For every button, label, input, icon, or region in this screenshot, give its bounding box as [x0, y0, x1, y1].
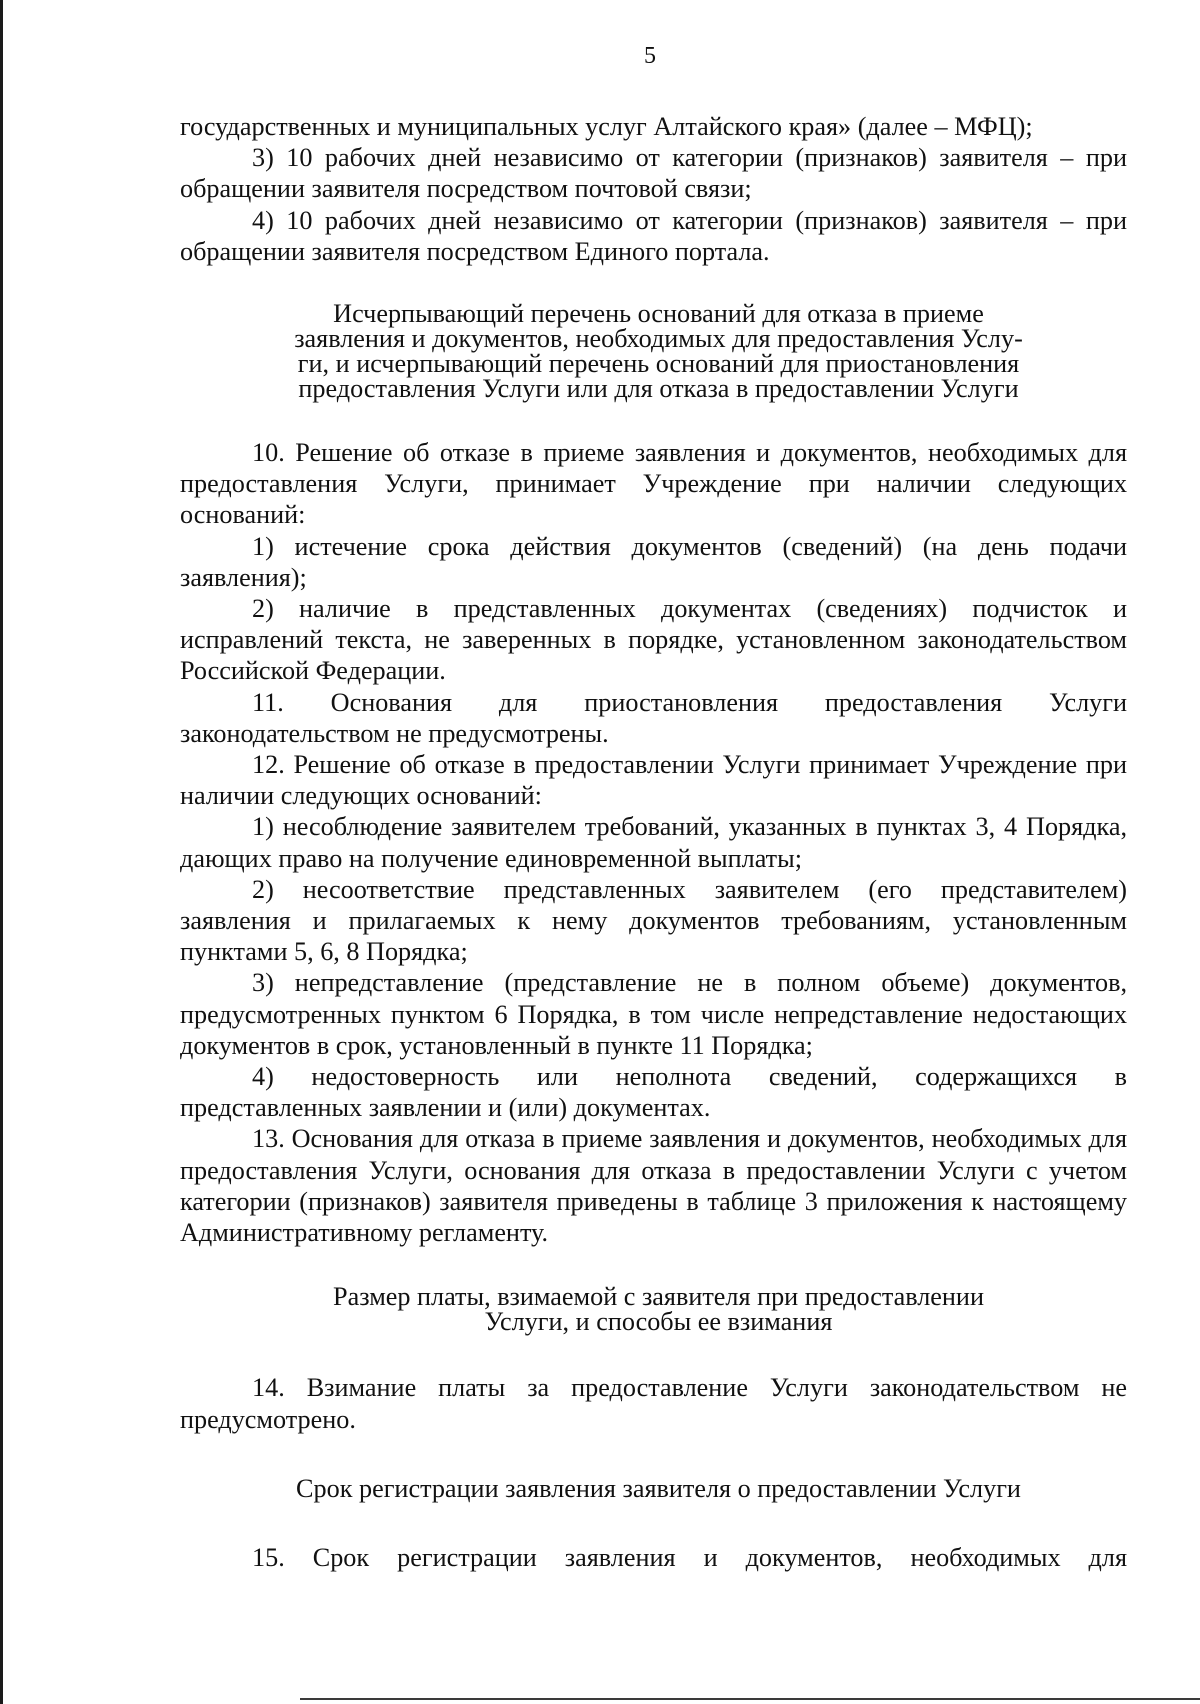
paragraph-12: 12. Решение об отказе в предоставлении Услуги принимает Учреждение при наличии следующих оснований:	[180, 750, 1127, 811]
paragraph-item-4-portal: 4) 10 рабочих дней независимо от категории (признаков) заявителя – при обращении заявителя посредством Единого портала.	[180, 205, 1127, 266]
heading-line: Услуги, и способы ее взимания	[484, 1307, 833, 1337]
paragraph-14: 14. Взимание платы за предоставление Услуги законодательством не предусмотрено.	[180, 1373, 1127, 1434]
page-number: 5	[644, 43, 656, 69]
section-heading-fee	[180, 1282, 1127, 1337]
paragraph-12-item-1: 1) несоблюдение заявителем требований, указанных в пунктах 3, 4 Порядка, дающих право на получение единовременной выплаты;	[180, 812, 1127, 873]
paragraph-10: 10. Решение об отказе в приеме заявления и документов, необходимых для предоставления Услуги, принимает Учреждение при наличии следующих оснований:	[180, 438, 1127, 530]
heading-line: Размер платы, взимаемой с заявителя при предоставлении	[333, 1282, 984, 1312]
paragraph-12-item-4: 4) недостоверность или неполнота сведений, содержащихся в представленных заявлении и (или) документах.	[180, 1062, 1127, 1123]
paragraph-10-item-1: 1) истечение срока действия документов (сведений) (на день подачи заявления);	[180, 531, 1127, 592]
heading-line: Исчерпывающий перечень оснований для отказа в приеме	[333, 299, 984, 329]
paragraph-item-3-postal: 3) 10 рабочих дней независимо от категории (признаков) заявителя – при обращении заявителя посредством почтовой связи;	[180, 143, 1127, 204]
paragraph-15: 15. Срок регистрации заявления и документов, необходимых для	[252, 1542, 1127, 1572]
heading-line: Срок регистрации заявления заявителя о предоставлении Услуги	[296, 1473, 1021, 1503]
scan-edge-left	[0, 0, 3, 1704]
paragraph-12-item-3: 3) непредставление (представление не в полном объеме) документов, предусмотренных пунктом 6 Порядка, в том числе непредставление недостающих документов в срок, установленный в пункте 11 Порядка;	[180, 968, 1127, 1060]
paragraph-mfc-continuation: государственных и муниципальных услуг Алтайского края» (далее – МФЦ);	[180, 112, 1033, 141]
heading-line: предоставления Услуги или для отказа в предоставлении Услуги	[298, 374, 1019, 404]
scan-edge-bottom	[300, 1698, 1200, 1700]
paragraph-10-item-2: 2) наличие в представленных документах (сведениях) подчисток и исправлений текста, не заверенных в порядке, установленном законодательством Российской Федерации.	[180, 594, 1127, 686]
document-body	[180, 111, 1127, 1573]
paragraph-11: 11. Основания для приостановления предоставления Услуги законодательством не предусмотрены.	[180, 687, 1127, 748]
heading-line: ги, и исчерпывающий перечень оснований для приостановления	[297, 349, 1020, 379]
paragraph-12-item-2: 2) несоответствие представленных заявителем (его представителем) заявления и прилагаемых к нему документов требованиям, установленным пунктами 5, 6, 8 Порядка;	[180, 874, 1127, 967]
section-heading-registration-term	[180, 1473, 1127, 1504]
section-heading-refusal-grounds	[180, 299, 1127, 404]
paragraph-13: 13. Основания для отказа в приеме заявления и документов, необходимых для предоставления Услуги, основания для отказа в предоставлении Услуги с учетом категории (признаков) заявителя приведены в таблице 3 приложения к настоящему Административному регламенту.	[180, 1124, 1127, 1248]
heading-line: заявления и документов, необходимых для предоставления Услу-	[294, 324, 1023, 354]
